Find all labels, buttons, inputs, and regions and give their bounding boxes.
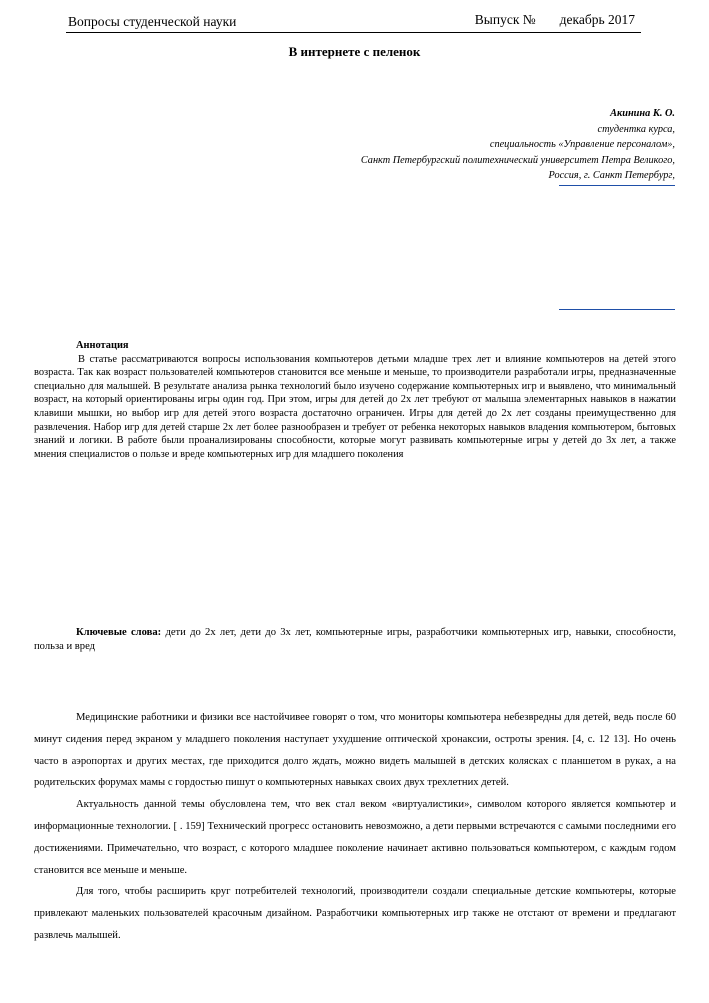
abstract-heading: Аннотация xyxy=(76,340,129,351)
author-status: студентка курса, xyxy=(597,123,675,135)
keywords-label: Ключевые слова: xyxy=(76,627,162,638)
running-header xyxy=(66,12,641,33)
body-paragraph-3: Для того, чтобы расширить круг потребителей технологий, производители создали специальные детские компьютеры, которые привлекают маленьких пользователей красочным дизайном. Разработчики компьютерных игр также не отстают от времени и предлагают развлечь малышей. xyxy=(34,886,676,941)
issue-info xyxy=(451,12,635,28)
issue-number: Выпуск № xyxy=(474,12,536,27)
author-name: Акинина К. О. xyxy=(610,108,675,119)
author-specialty: специальность «Управление персоналом», xyxy=(489,139,675,150)
link-underline xyxy=(559,309,675,310)
body-paragraph-2: Актуальность данной темы обусловлена тем, что век стал веком «виртуалистики», символом которого является компьютер и информационные технологии. [ . 159] Технический прогресс остановить невозможно, а дети первыми встречаются с самыми последними его достижениями. Примечательно, что возраст, с которого младшее поколение начинает активно пользоваться компьютером, с каждым годом становится все меньше и меньше. xyxy=(34,799,676,876)
keywords-text: дети до 2х лет, дети до 3х лет, компьютерные игры, разработчики компьютерных игр, навыки, способности, польза и вред xyxy=(34,627,677,652)
body-paragraph-1: Медицинские работники и физики все настойчивее говорят о том, что мониторы компьютера небезвредны для детей, ведь после 60 минут сидения перед экраном у младшего поколения наступает ухудшение оптической хронаксии, остроты зрения. [4, с. 12 13]. Но очень часто в аэропортах и других местах, где приходится долго ждать, можно видеть малышей в детских колясках с планшетом в руках, а на родительских форумах мамы с гордостью пишут о компьютерных навыках своих двух трехлетних детей. xyxy=(34,712,676,789)
author-university: Санкт Петербургский политехнический университет Петра Великого, xyxy=(360,154,675,166)
journal-name: Вопросы студенческой науки xyxy=(68,14,237,29)
issue-date: декабрь 2017 xyxy=(559,12,635,27)
abstract-text: В статье рассматриваются вопросы использования компьютеров детьми младше трех лет и влияние компьютеров на детей этого возраста. Так как возраст пользователей компьютеров становится все меньше и меньше, то производители разработали игры, предназначенные специально для малышей. В результате анализа рынка технологий было изучено содержание компьютерных игр и выявлено, что минимальный возраст, на который ориентированы игры один год. При этом, игры для детей до 2х лет требуют от малыша элементарных навыков в нажатии клавиши мышки, но выбор игр для детей этого возраста достаточно ограничен. Игры для детей до 2х лет созданы преимущественно для развлечения. Набор игр для детей старше 2х лет более разнообразен и требует от ребенка некоторых навыков владения компьютером, бытовых знаний и логики. В работе были проанализированы способности, которые могут развивать компьютерные игры у детей до 3х лет, а также мнения специалистов о пользе и вреде компьютерных игр для младшего поколения xyxy=(34,353,676,460)
article-body xyxy=(34,707,676,947)
keywords-section xyxy=(34,626,676,653)
author-location: Россия, г. Санкт Петербург, xyxy=(548,170,675,181)
email-underline xyxy=(559,185,675,186)
article-title: В интернете с пеленок xyxy=(288,44,421,59)
abstract-section xyxy=(34,339,676,461)
author-block xyxy=(361,106,675,184)
